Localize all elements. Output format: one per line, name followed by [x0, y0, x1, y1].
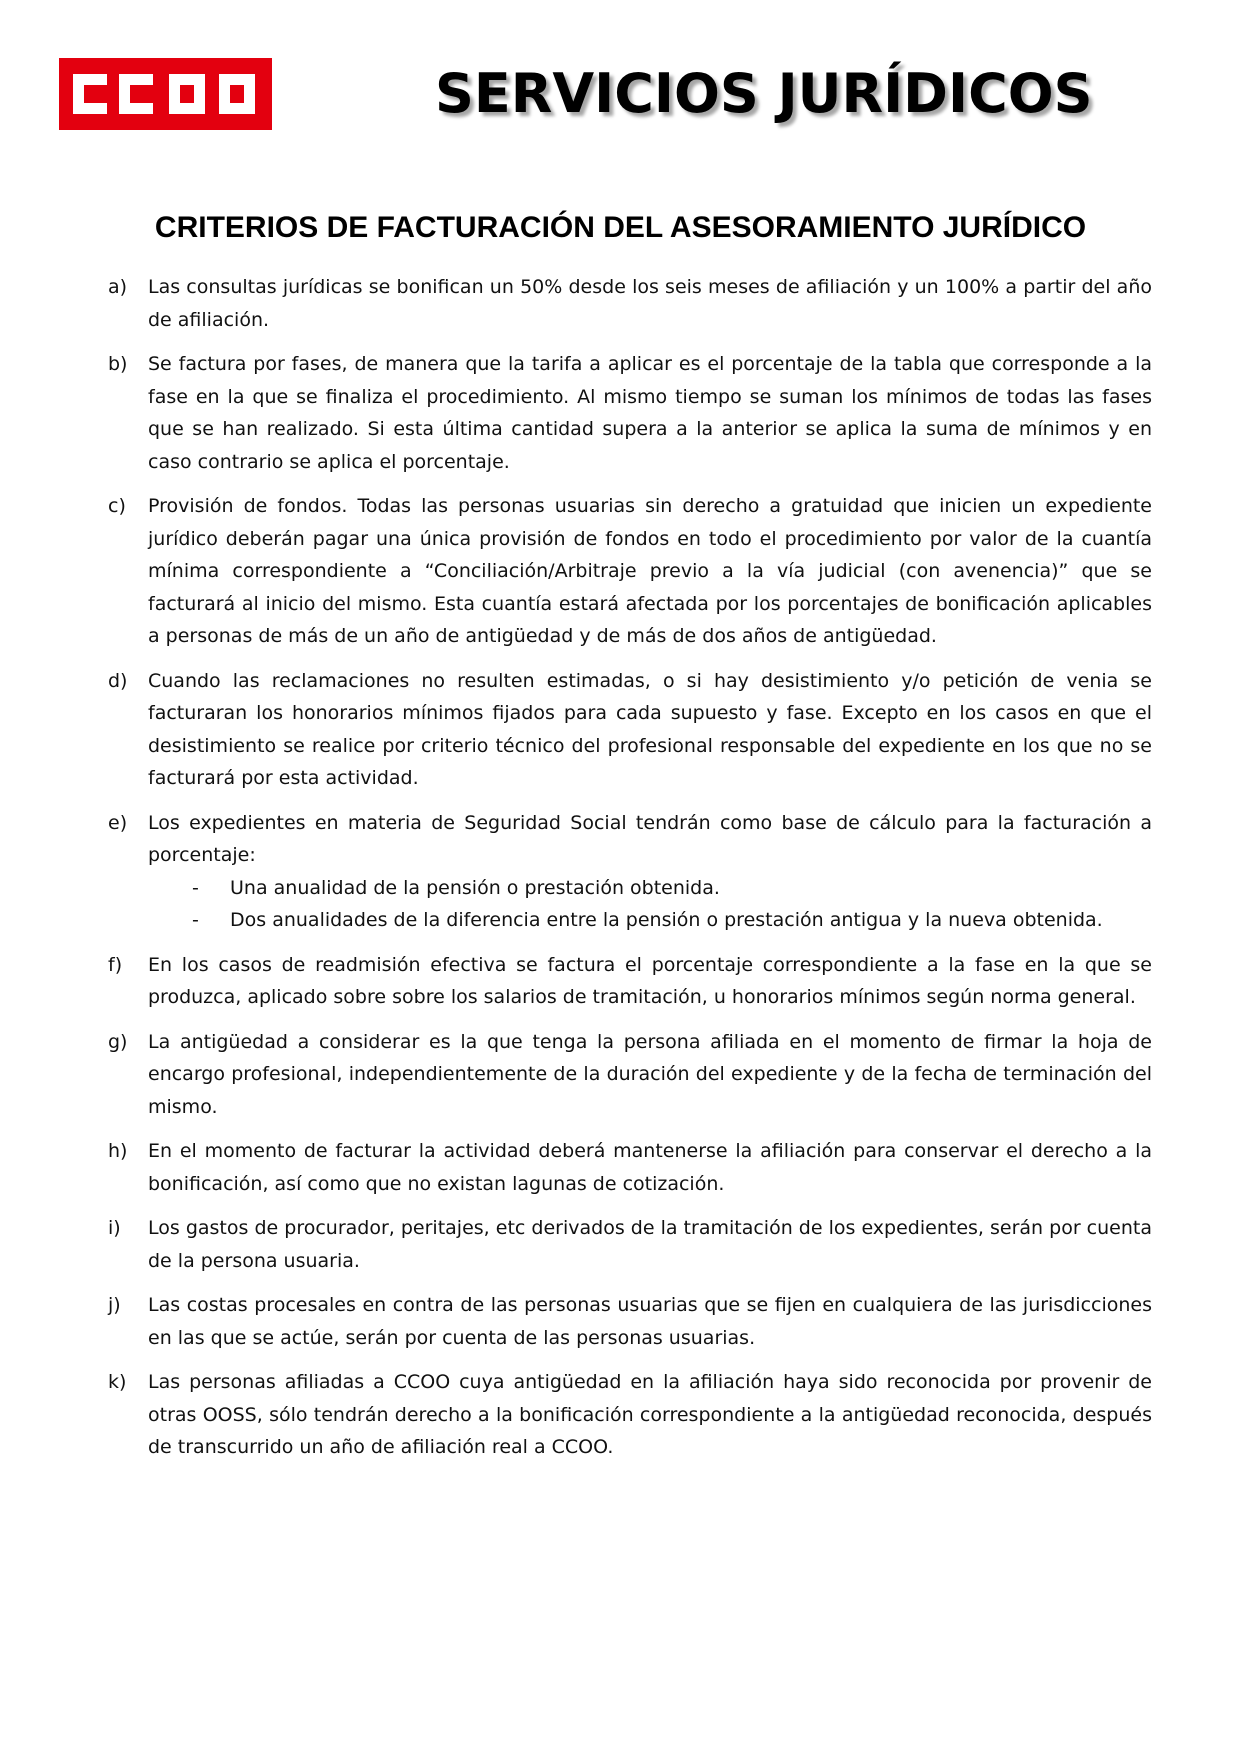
criteria-list	[108, 271, 1152, 1476]
criterion-text: La antigüedad a considerar es la que tenga la persona afiliada en el momento de firmar la hoja de encargo profesional, independientemente de la duración del expediente y de la fecha de terminación del mismo.	[148, 1030, 1152, 1118]
criterion-f	[108, 949, 1152, 1014]
criterion-marker: a)	[108, 276, 128, 298]
criterion-marker: j)	[108, 1294, 121, 1316]
criterion-text: Los expedientes en materia de Seguridad Social tendrán como base de cálculo para la facturación a porcentaje:	[148, 811, 1152, 866]
criterion-text: Se factura por fases, de manera que la tarifa a aplicar es el porcentaje de la tabla que corresponde a la fase en la que se finaliza el procedimiento. Al mismo tiempo se suman los mínimos de todas las fases que se han realizado. Si esta última cantidad supera a la anterior se aplica la suma de mínimos y en caso contrario se aplica el porcentaje.	[148, 353, 1152, 473]
criterion-a	[108, 271, 1152, 336]
page-header	[0, 0, 1241, 140]
criterion-marker: i)	[108, 1217, 121, 1239]
criterion-g	[108, 1026, 1152, 1124]
criterion-text: En los casos de readmisión efectiva se factura el porcentaje correspondiente a la fase en la que se produzca, aplicado sobre sobre los salarios de tramitación, u honorarios mínimos según norma general.	[148, 953, 1152, 1008]
criterion-text: Las costas procesales en contra de las personas usuarias que se fijen en cualquiera de las jurisdicciones en las que se actúe, serán por cuenta de las personas usuarias.	[148, 1294, 1152, 1349]
criterion-text: Provisión de fondos. Todas las personas usuarias sin derecho a gratuidad que inicien un expediente jurídico deberán pagar una única provisión de fondos en todo el procedimiento por valor de la cuantía mínima correspondiente a “Conciliación/Arbitraje previo a la vía judicial (con avenencia)” que se facturará al inicio del mismo. Esta cuantía estará afectada por los porcentajes de bonificación aplicables a personas de más de un año de antigüedad y de más de dos años de antigüedad.	[148, 495, 1152, 647]
criterion-k	[108, 1366, 1152, 1464]
criterion-marker: e)	[108, 811, 128, 834]
sublist-dash: -	[192, 909, 199, 931]
logo-background	[59, 58, 272, 130]
sublist-dash: -	[192, 876, 199, 899]
criterion-e-sublist	[148, 872, 1152, 937]
criterion-marker: h)	[108, 1140, 128, 1162]
document-title: CRITERIOS DE FACTURACIÓN DEL ASESORAMIENTO JURÍDICO	[154, 211, 1087, 244]
sublist-item	[192, 872, 1152, 905]
criterion-j	[108, 1289, 1152, 1354]
criterion-marker: k)	[108, 1371, 127, 1393]
criterion-text: Las personas afiliadas a CCOO cuya antigüedad en la afiliación haya sido reconocida por provenir de otras OOSS, sólo tendrán derecho a la bonificación correspondiente a la antigüedad reconocida, después de transcurrido un año de afiliación real a CCOO.	[148, 1371, 1152, 1458]
criterion-i	[108, 1212, 1152, 1277]
criterion-d	[108, 665, 1152, 795]
criterion-c	[108, 490, 1152, 653]
brand-title: SERVICIOS JURÍDICOS	[435, 62, 1093, 125]
criterion-b	[108, 348, 1152, 478]
criterion-text: En el momento de facturar la actividad deberá mantenerse la afiliación para conservar el derecho a la bonificación, así como que no existan lagunas de cotización.	[148, 1140, 1152, 1195]
criterion-text: Los gastos de procurador, peritajes, etc derivados de la tramitación de los expedientes, serán por cuenta de la persona usuaria.	[148, 1217, 1152, 1272]
sublist-item-text: Una anualidad de la pensión o prestación obtenida.	[230, 876, 720, 899]
criterion-text: Las consultas jurídicas se bonifican un 50% desde los seis meses de afiliación y un 100% a partir del año de afiliación.	[148, 276, 1152, 331]
criterion-marker: g)	[108, 1030, 128, 1053]
criterion-marker: c)	[108, 495, 126, 517]
criterion-text: Cuando las reclamaciones no resulten estimadas, o si hay desistimiento y/o petición de venia se facturaran los honorarios mínimos fijados para cada supuesto y fase. Excepto en los casos en que el desistimiento se realice por criterio técnico del profesional responsable del expediente en los que no se facturará por esta actividad.	[148, 669, 1152, 789]
criterion-marker: f)	[108, 953, 123, 976]
ccoo-logo	[59, 58, 272, 130]
sublist-item-text: Dos anualidades de la diferencia entre la pensión o prestación antigua y la nueva obtenida.	[230, 909, 1103, 931]
sublist-item	[192, 904, 1152, 937]
criterion-marker: d)	[108, 669, 128, 692]
criterion-marker: b)	[108, 353, 128, 375]
criterion-e	[108, 807, 1152, 937]
criterion-h	[108, 1135, 1152, 1200]
